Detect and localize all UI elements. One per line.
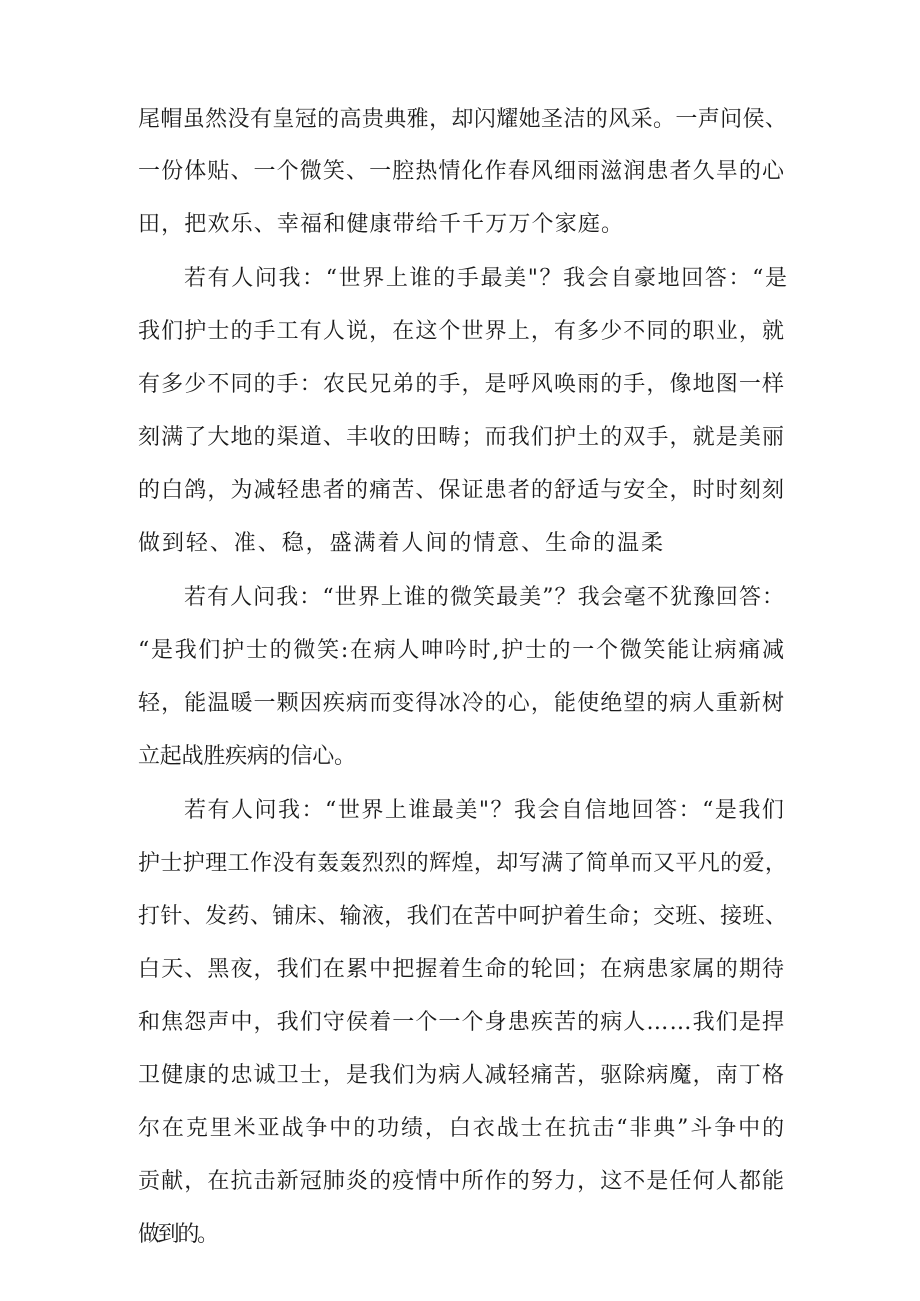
text-line: 一份体贴、一个微笑、一腔热情化作春风细雨滋润患者久旱的心 [138, 159, 786, 184]
text-line: 若有人问我：“世界上谁最美"？我会自信地回答：“是我们 [184, 798, 786, 823]
text-line: 尾帽虽然没有皇冠的高贵典雅，却闪耀她圣洁的风采。一声问侯、 [138, 107, 788, 132]
text-line: 卫健康的忠诚卫士，是我们为病人减轻痛苦，驱除病魔，南丁格 [138, 1063, 786, 1088]
text-line: 和焦怨声中，我们守侯着一个一个身患疾苦的病人……我们是捍 [138, 1010, 786, 1035]
text-line: 打针、发药、铺床、输液，我们在苦中呵护着生命；交班、接班、 [138, 904, 788, 929]
text-line: 若有人问我：“世界上谁的手最美"？我会自豪地回答：“是 [184, 266, 789, 291]
text-line: 立起战胜疾病的信心。 [138, 744, 356, 769]
text-line: 做到轻、准、稳，盛满着人间的情意、生命的温柔 [138, 531, 665, 556]
text-line: 尔在克里米亚战争中的功绩，白衣战士在抗击“非典”斗争中的 [138, 1116, 786, 1141]
text-line: 护士护理工作没有轰轰烈烈的辉煌，却写满了简单而又平凡的爱， [138, 851, 788, 876]
text-line: 白天、黑夜，我们在累中把握着生命的轮回；在病患家属的期待 [138, 957, 786, 982]
text-line: 轻，能温暖一颗因疾病而变得冰冷的心，能使绝望的病人重新树 [138, 691, 786, 716]
text-line: 我们护士的手工有人说，在这个世界上，有多少不同的职业，就 [138, 319, 786, 344]
text-line: 的白鸽，为减轻患者的痛苦、保证患者的舒适与安全，时时刻刻 [138, 478, 786, 503]
text-line: 田，把欢乐、幸福和健康带给千千万万个家庭。 [138, 212, 625, 237]
text-line: 有多少不同的手：农民兄弟的手，是呼风唤雨的手，像地图一样 [138, 372, 786, 397]
text-line: 做到的。 [138, 1222, 217, 1247]
text-line: 若有人问我：“世界上谁的微笑最美”？我会毫不犹豫回答： [184, 585, 786, 610]
text-line: 刻满了大地的渠道、丰收的田畴；而我们护土的双手，就是美丽 [138, 425, 786, 450]
text-line: 贡献，在抗击新冠肺炎的疫情中所作的努力，这不是任何人都能 [138, 1169, 786, 1194]
text-line: “是我们护士的微笑:在病人呻吟时,护士的一个微笑能让病痛减 [138, 638, 786, 663]
